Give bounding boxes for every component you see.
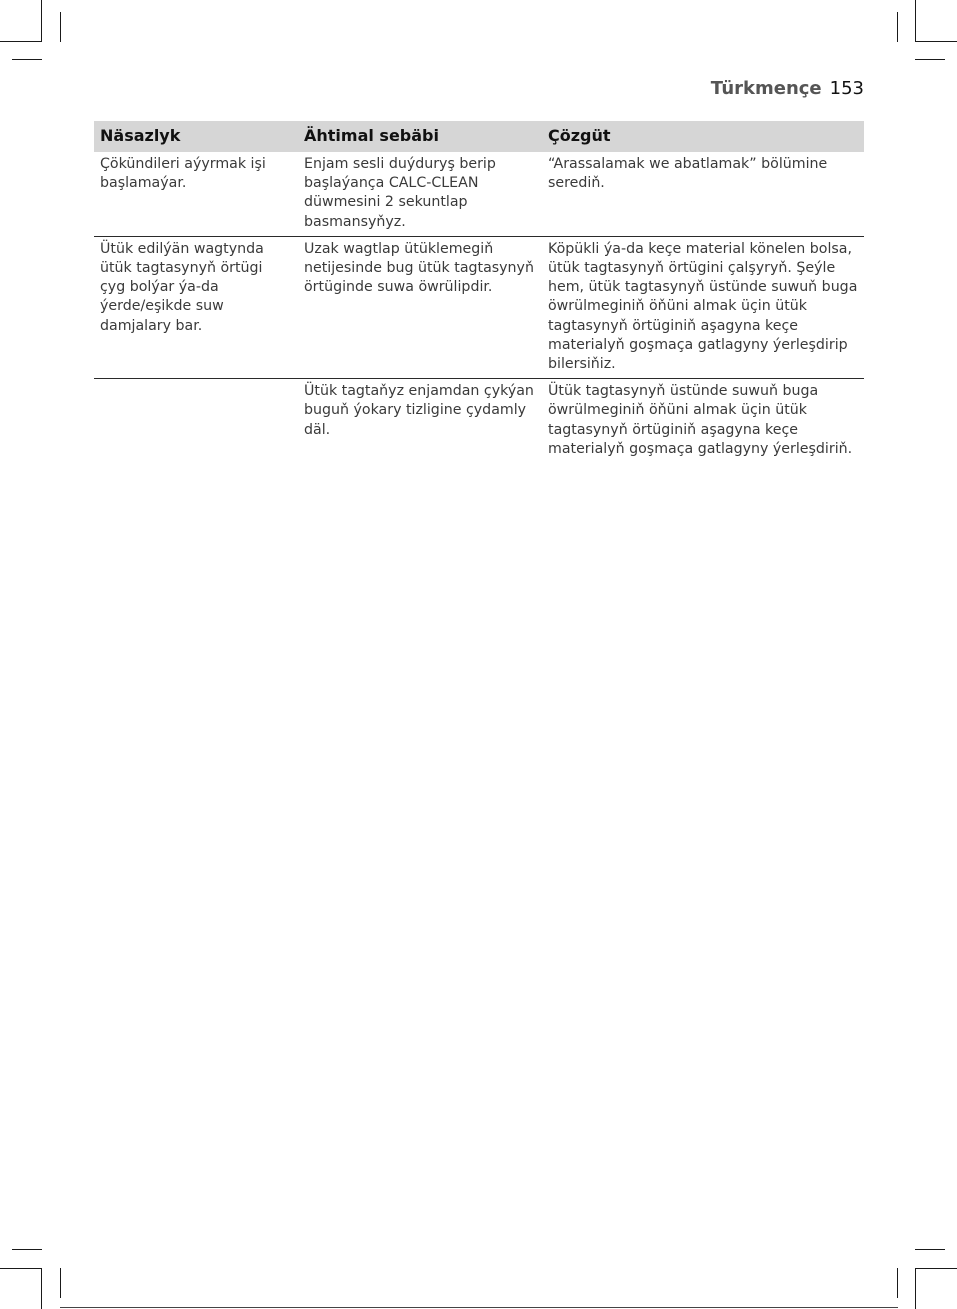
crop-mark: [897, 12, 898, 42]
table-row: [94, 152, 864, 236]
page-header: [711, 78, 864, 99]
problem-cell: Ütük edilýän wagtynda ütük tagtasynyň örtügi çyg bolýar ýa-da ýerde/eşikde suw damjalary bar.: [94, 236, 298, 378]
crop-mark: [12, 59, 42, 60]
trim-line: [60, 1307, 898, 1308]
crop-mark: [60, 12, 61, 42]
crop-mark: [915, 1268, 916, 1309]
solution-cell: Ütük tagtasynyň üstünde suwuň buga öwrülmeginiň öňüni almak üçin ütük tagtasynyň örtüginiň aşagyna keçe materialyň goşmaça gatlagyny ýerleşdiriň.: [542, 379, 864, 463]
problem-cell: [94, 379, 298, 463]
crop-mark: [915, 1249, 945, 1250]
cause-cell: Enjam sesli duýduryş berip başlaýança CALC-CLEAN düwmesini 2 sekuntlap basmansyňyz.: [304, 156, 496, 230]
crop-mark: [0, 1268, 42, 1269]
column-header-problem: Näsazlyk: [94, 121, 298, 152]
crop-mark: [60, 1268, 61, 1298]
crop-mark: [12, 1249, 42, 1250]
cause-cell: Ütük tagtaňyz enjamdan çykýan buguň ýokary tizligine çydamly däl.: [298, 379, 542, 463]
column-header-cause: Ähtimal sebäbi: [298, 121, 542, 152]
table-header-row: [94, 121, 864, 152]
problem-cell: Çökündileri aýyrmak işi başlamaýar.: [100, 156, 266, 192]
cause-cell: Uzak wagtlap ütüklemegiň netijesinde bug ütük tagtasynyň örtüginde suwa öwrülipdir.: [298, 236, 542, 378]
crop-mark: [915, 41, 957, 42]
troubleshooting-table: [94, 121, 864, 463]
crop-mark: [915, 0, 916, 42]
section-title: Türkmençe: [710, 78, 822, 99]
crop-mark: [0, 41, 42, 42]
crop-mark: [897, 1268, 898, 1298]
crop-mark: [41, 0, 42, 42]
column-header-solution: Çözgüt: [542, 121, 864, 152]
crop-mark: [41, 1268, 42, 1309]
crop-mark: [915, 59, 945, 60]
solution-cell: Köpükli ýa-da keçe material könelen bolsa, ütük tagtasynyň örtügini çalşyryň. Şeýle hem, ütük tagtasynyň üstünde suwuň buga öwrülmeginiň öňüni almak üçin ütük tagtasynyň örtüginiň aşagyna keçe materialyň goşmaça gatlagyny ýerleşdirip bilersiňiz.: [542, 236, 864, 378]
solution-cell: “Arassalamak we abatlamak” bölümine serediň.: [548, 156, 828, 192]
page-number: 153: [829, 78, 864, 99]
table-row: [94, 379, 864, 463]
table-row: [94, 236, 864, 378]
crop-mark: [915, 1268, 957, 1269]
